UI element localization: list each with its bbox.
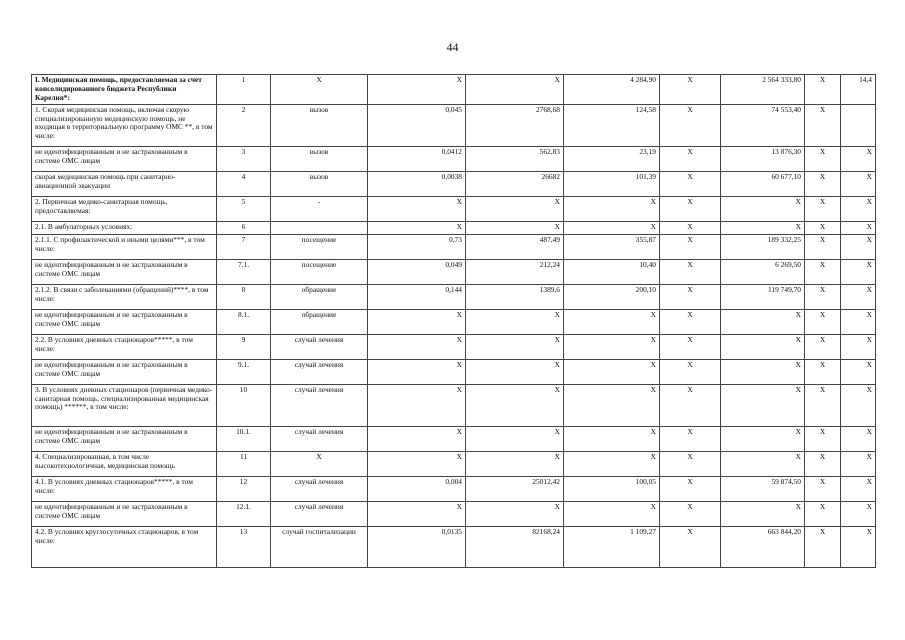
- row-label-cell: не идентифицированным и не застрахованным в системе ОМС лицам: [32, 309, 217, 334]
- row-label-cell: 4.2. В условиях круглосуточных стационаров, в том числе:: [32, 526, 217, 567]
- row-label-cell: не идентифицированным и не застрахованным в системе ОМС лицам: [32, 259, 217, 284]
- total-oms-cell: X: [805, 146, 841, 171]
- per-capita-oms-cell: X: [660, 309, 721, 334]
- row-number-cell: 9.1.: [217, 359, 271, 384]
- percent-of-total-cell: 14,4: [841, 75, 876, 105]
- per-capita-oms-cell: X: [660, 259, 721, 284]
- unit-cost-cell: 82168,24: [466, 526, 564, 567]
- per-capita-budget-cell: X: [564, 501, 660, 526]
- unit-cost-cell: X: [466, 426, 564, 451]
- row-number-cell: 4: [217, 171, 271, 196]
- unit-of-measure-cell: случай лечения: [271, 334, 368, 359]
- unit-of-measure-cell: посещение: [271, 259, 368, 284]
- per-capita-budget-cell: 10,40: [564, 259, 660, 284]
- unit-of-measure-cell: X: [271, 451, 368, 476]
- row-label-cell: 2. Первичная медико-санитарная помощь, предоставляемая:: [32, 196, 217, 221]
- total-oms-cell: X: [805, 259, 841, 284]
- row-label-cell: 3. В условиях дневных стационаров (первичная медико-санитарная помощь, специализированная медицинская помощь) ******, в том числе:: [32, 384, 217, 426]
- per-capita-budget-cell: X: [564, 384, 660, 426]
- row-number-cell: 5: [217, 196, 271, 221]
- total-oms-cell: X: [805, 196, 841, 221]
- total-budget-cell: 74 553,40: [721, 104, 805, 146]
- total-oms-cell: X: [805, 309, 841, 334]
- table-row: [32, 451, 876, 476]
- total-oms-cell: X: [805, 359, 841, 384]
- per-capita-budget-cell: 23,19: [564, 146, 660, 171]
- table-row: [32, 334, 876, 359]
- volume-per-resident-cell: X: [368, 75, 466, 105]
- row-number-cell: 12.1.: [217, 501, 271, 526]
- row-number-cell: 10: [217, 384, 271, 426]
- per-capita-budget-cell: 355,87: [564, 234, 660, 259]
- row-label-cell: 2.1.2. В связи с заболеваниями (обращений)****, в том числе:: [32, 284, 217, 309]
- row-label-cell: 2.1.1. С профилактической и иными целями***, в том числе:: [32, 234, 217, 259]
- row-label-cell: не идентифицированным и не застрахованным в системе ОМС лицам: [32, 359, 217, 384]
- unit-cost-cell: 212,24: [466, 259, 564, 284]
- row-number-cell: 8.1.: [217, 309, 271, 334]
- unit-of-measure-cell: вызов: [271, 104, 368, 146]
- unit-cost-cell: 26682: [466, 171, 564, 196]
- per-capita-oms-cell: X: [660, 334, 721, 359]
- volume-per-resident-cell: 0,144: [368, 284, 466, 309]
- per-capita-oms-cell: X: [660, 284, 721, 309]
- per-capita-oms-cell: X: [660, 451, 721, 476]
- table-row: [32, 384, 876, 426]
- per-capita-budget-cell: X: [564, 426, 660, 451]
- row-label-cell: 2.2. В условиях дневных стационаров*****, в том числе:: [32, 334, 217, 359]
- unit-of-measure-cell: случай лечения: [271, 476, 368, 501]
- per-capita-budget-cell: X: [564, 334, 660, 359]
- per-capita-budget-cell: 4 284,90: [564, 75, 660, 105]
- row-number-cell: 8: [217, 284, 271, 309]
- volume-per-resident-cell: X: [368, 501, 466, 526]
- per-capita-budget-cell: X: [564, 451, 660, 476]
- table-row: [32, 526, 876, 567]
- row-number-cell: 13: [217, 526, 271, 567]
- percent-of-total-cell: X: [841, 451, 876, 476]
- per-capita-budget-cell: X: [564, 221, 660, 234]
- percent-of-total-cell: X: [841, 309, 876, 334]
- unit-cost-cell: X: [466, 359, 564, 384]
- row-number-cell: 11: [217, 451, 271, 476]
- per-capita-oms-cell: X: [660, 171, 721, 196]
- page-number: 44: [446, 40, 459, 54]
- total-budget-cell: X: [721, 501, 805, 526]
- row-number-cell: 7: [217, 234, 271, 259]
- per-capita-budget-cell: 1 109,27: [564, 526, 660, 567]
- unit-of-measure-cell: случай лечения: [271, 426, 368, 451]
- table-row: [32, 284, 876, 309]
- volume-per-resident-cell: 0,0412: [368, 146, 466, 171]
- percent-of-total-cell: X: [841, 384, 876, 426]
- row-number-cell: 1: [217, 75, 271, 105]
- total-budget-cell: 59 874,50: [721, 476, 805, 501]
- row-label-cell: I. Медицинская помощь, предоставляемая за счет консолидированного бюджета Республики Карелия*:: [32, 75, 217, 105]
- volume-per-resident-cell: X: [368, 426, 466, 451]
- row-number-cell: 12: [217, 476, 271, 501]
- row-label-cell: 1. Скорая медицинская помощь, включая скорую специализированную медицинскую помощь, не входящая в территориальную программу ОМС **, в том числе:: [32, 104, 217, 146]
- table-row: [32, 309, 876, 334]
- row-number-cell: 7.1.: [217, 259, 271, 284]
- total-budget-cell: X: [721, 359, 805, 384]
- total-budget-cell: X: [721, 426, 805, 451]
- unit-cost-cell: X: [466, 196, 564, 221]
- table-row: [32, 196, 876, 221]
- row-label-cell: 2.1. В амбулаторных условиях:: [32, 221, 217, 234]
- volume-per-resident-cell: X: [368, 334, 466, 359]
- percent-of-total-cell: X: [841, 426, 876, 451]
- total-oms-cell: X: [805, 75, 841, 105]
- row-number-cell: 9: [217, 334, 271, 359]
- unit-cost-cell: X: [466, 75, 564, 105]
- unit-cost-cell: X: [466, 501, 564, 526]
- per-capita-budget-cell: 124,58: [564, 104, 660, 146]
- table-row: [32, 104, 876, 146]
- percent-of-total-cell: X: [841, 221, 876, 234]
- per-capita-budget-cell: 101,39: [564, 171, 660, 196]
- volume-per-resident-cell: X: [368, 221, 466, 234]
- percent-of-total-cell: X: [841, 259, 876, 284]
- per-capita-budget-cell: 100,05: [564, 476, 660, 501]
- percent-of-total-cell: X: [841, 196, 876, 221]
- percent-of-total-cell: X: [841, 526, 876, 567]
- table-row: [32, 221, 876, 234]
- volume-per-resident-cell: 0,73: [368, 234, 466, 259]
- volume-per-resident-cell: 0,0038: [368, 171, 466, 196]
- unit-of-measure-cell: [271, 221, 368, 234]
- total-budget-cell: X: [721, 221, 805, 234]
- total-oms-cell: X: [805, 334, 841, 359]
- unit-cost-cell: X: [466, 221, 564, 234]
- unit-of-measure-cell: X: [271, 75, 368, 105]
- volume-per-resident-cell: 0,0135: [368, 526, 466, 567]
- unit-cost-cell: 2768,68: [466, 104, 564, 146]
- row-label-cell: не идентифицированным и не застрахованным в системе ОМС лицам: [32, 426, 217, 451]
- table-row: [32, 359, 876, 384]
- volume-per-resident-cell: 0,049: [368, 259, 466, 284]
- total-budget-cell: 6 269,50: [721, 259, 805, 284]
- unit-cost-cell: X: [466, 309, 564, 334]
- row-label-cell: не идентифицированным и не застрахованным в системе ОМС лицам: [32, 146, 217, 171]
- unit-of-measure-cell: случай лечения: [271, 501, 368, 526]
- total-oms-cell: X: [805, 476, 841, 501]
- row-number-cell: 2: [217, 104, 271, 146]
- unit-of-measure-cell: -: [271, 196, 368, 221]
- table-row: [32, 75, 876, 105]
- table-row: [32, 501, 876, 526]
- per-capita-oms-cell: X: [660, 146, 721, 171]
- total-oms-cell: X: [805, 284, 841, 309]
- total-oms-cell: X: [805, 171, 841, 196]
- percent-of-total-cell: X: [841, 501, 876, 526]
- unit-of-measure-cell: вызов: [271, 146, 368, 171]
- volume-per-resident-cell: 0,004: [368, 476, 466, 501]
- per-capita-oms-cell: X: [660, 75, 721, 105]
- total-oms-cell: X: [805, 384, 841, 426]
- unit-cost-cell: 487,49: [466, 234, 564, 259]
- total-oms-cell: X: [805, 234, 841, 259]
- total-budget-cell: X: [721, 309, 805, 334]
- percent-of-total-cell: X: [841, 171, 876, 196]
- per-capita-oms-cell: X: [660, 234, 721, 259]
- total-oms-cell: X: [805, 451, 841, 476]
- table-row: [32, 476, 876, 501]
- percent-of-total-cell: X: [841, 476, 876, 501]
- percent-of-total-cell: X: [841, 359, 876, 384]
- row-label-cell: 4. Специализированная, в том числе высокотехнологичная, медицинская помощь: [32, 451, 217, 476]
- percent-of-total-cell: X: [841, 334, 876, 359]
- unit-cost-cell: 562,83: [466, 146, 564, 171]
- per-capita-budget-cell: 200,10: [564, 284, 660, 309]
- total-budget-cell: 663 844,20: [721, 526, 805, 567]
- per-capita-budget-cell: X: [564, 359, 660, 384]
- total-budget-cell: X: [721, 334, 805, 359]
- total-budget-cell: 119 749,70: [721, 284, 805, 309]
- total-budget-cell: X: [721, 196, 805, 221]
- per-capita-budget-cell: X: [564, 196, 660, 221]
- total-budget-cell: 2 564 333,80: [721, 75, 805, 105]
- per-capita-oms-cell: X: [660, 526, 721, 567]
- per-capita-oms-cell: X: [660, 384, 721, 426]
- table-row: [32, 426, 876, 451]
- unit-of-measure-cell: вызов: [271, 171, 368, 196]
- row-number-cell: 3: [217, 146, 271, 171]
- volume-per-resident-cell: 0,045: [368, 104, 466, 146]
- per-capita-oms-cell: X: [660, 359, 721, 384]
- unit-cost-cell: X: [466, 334, 564, 359]
- volume-per-resident-cell: X: [368, 359, 466, 384]
- unit-of-measure-cell: случай лечения: [271, 384, 368, 426]
- table-row: [32, 146, 876, 171]
- total-budget-cell: 189 332,25: [721, 234, 805, 259]
- total-budget-cell: 13 876,30: [721, 146, 805, 171]
- table-row: [32, 234, 876, 259]
- volume-per-resident-cell: X: [368, 384, 466, 426]
- table-row: [32, 171, 876, 196]
- total-oms-cell: X: [805, 501, 841, 526]
- per-capita-oms-cell: X: [660, 426, 721, 451]
- percent-of-total-cell: X: [841, 284, 876, 309]
- per-capita-oms-cell: X: [660, 501, 721, 526]
- row-number-cell: 10.1.: [217, 426, 271, 451]
- per-capita-oms-cell: X: [660, 476, 721, 501]
- total-oms-cell: X: [805, 526, 841, 567]
- unit-cost-cell: X: [466, 451, 564, 476]
- total-budget-cell: X: [721, 384, 805, 426]
- table-body: [32, 75, 876, 568]
- total-oms-cell: X: [805, 221, 841, 234]
- row-label-cell: не идентифицированным и не застрахованным в системе ОМС лицам: [32, 501, 217, 526]
- unit-of-measure-cell: обращение: [271, 284, 368, 309]
- unit-of-measure-cell: обращение: [271, 309, 368, 334]
- volume-per-resident-cell: X: [368, 451, 466, 476]
- row-label-cell: 4.1. В условиях дневных стационаров*****, в том числе:: [32, 476, 217, 501]
- per-capita-oms-cell: X: [660, 104, 721, 146]
- table-row: [32, 259, 876, 284]
- percent-of-total-cell: [841, 104, 876, 146]
- row-label-cell: скорая медицинская помощь при санитарно-авиационной эвакуации: [32, 171, 217, 196]
- per-capita-budget-cell: X: [564, 309, 660, 334]
- total-budget-cell: 60 677,10: [721, 171, 805, 196]
- total-oms-cell: X: [805, 426, 841, 451]
- total-budget-cell: X: [721, 451, 805, 476]
- unit-cost-cell: 1389,6: [466, 284, 564, 309]
- per-capita-oms-cell: X: [660, 221, 721, 234]
- volume-per-resident-cell: X: [368, 309, 466, 334]
- unit-cost-cell: 25012,42: [466, 476, 564, 501]
- unit-of-measure-cell: посещение: [271, 234, 368, 259]
- percent-of-total-cell: X: [841, 234, 876, 259]
- row-number-cell: 6: [217, 221, 271, 234]
- percent-of-total-cell: X: [841, 146, 876, 171]
- unit-of-measure-cell: случай госпитализации: [271, 526, 368, 567]
- per-capita-oms-cell: X: [660, 196, 721, 221]
- total-oms-cell: X: [805, 104, 841, 146]
- unit-cost-cell: X: [466, 384, 564, 426]
- unit-of-measure-cell: случай лечения: [271, 359, 368, 384]
- volume-per-resident-cell: X: [368, 196, 466, 221]
- budget-table: [31, 74, 876, 568]
